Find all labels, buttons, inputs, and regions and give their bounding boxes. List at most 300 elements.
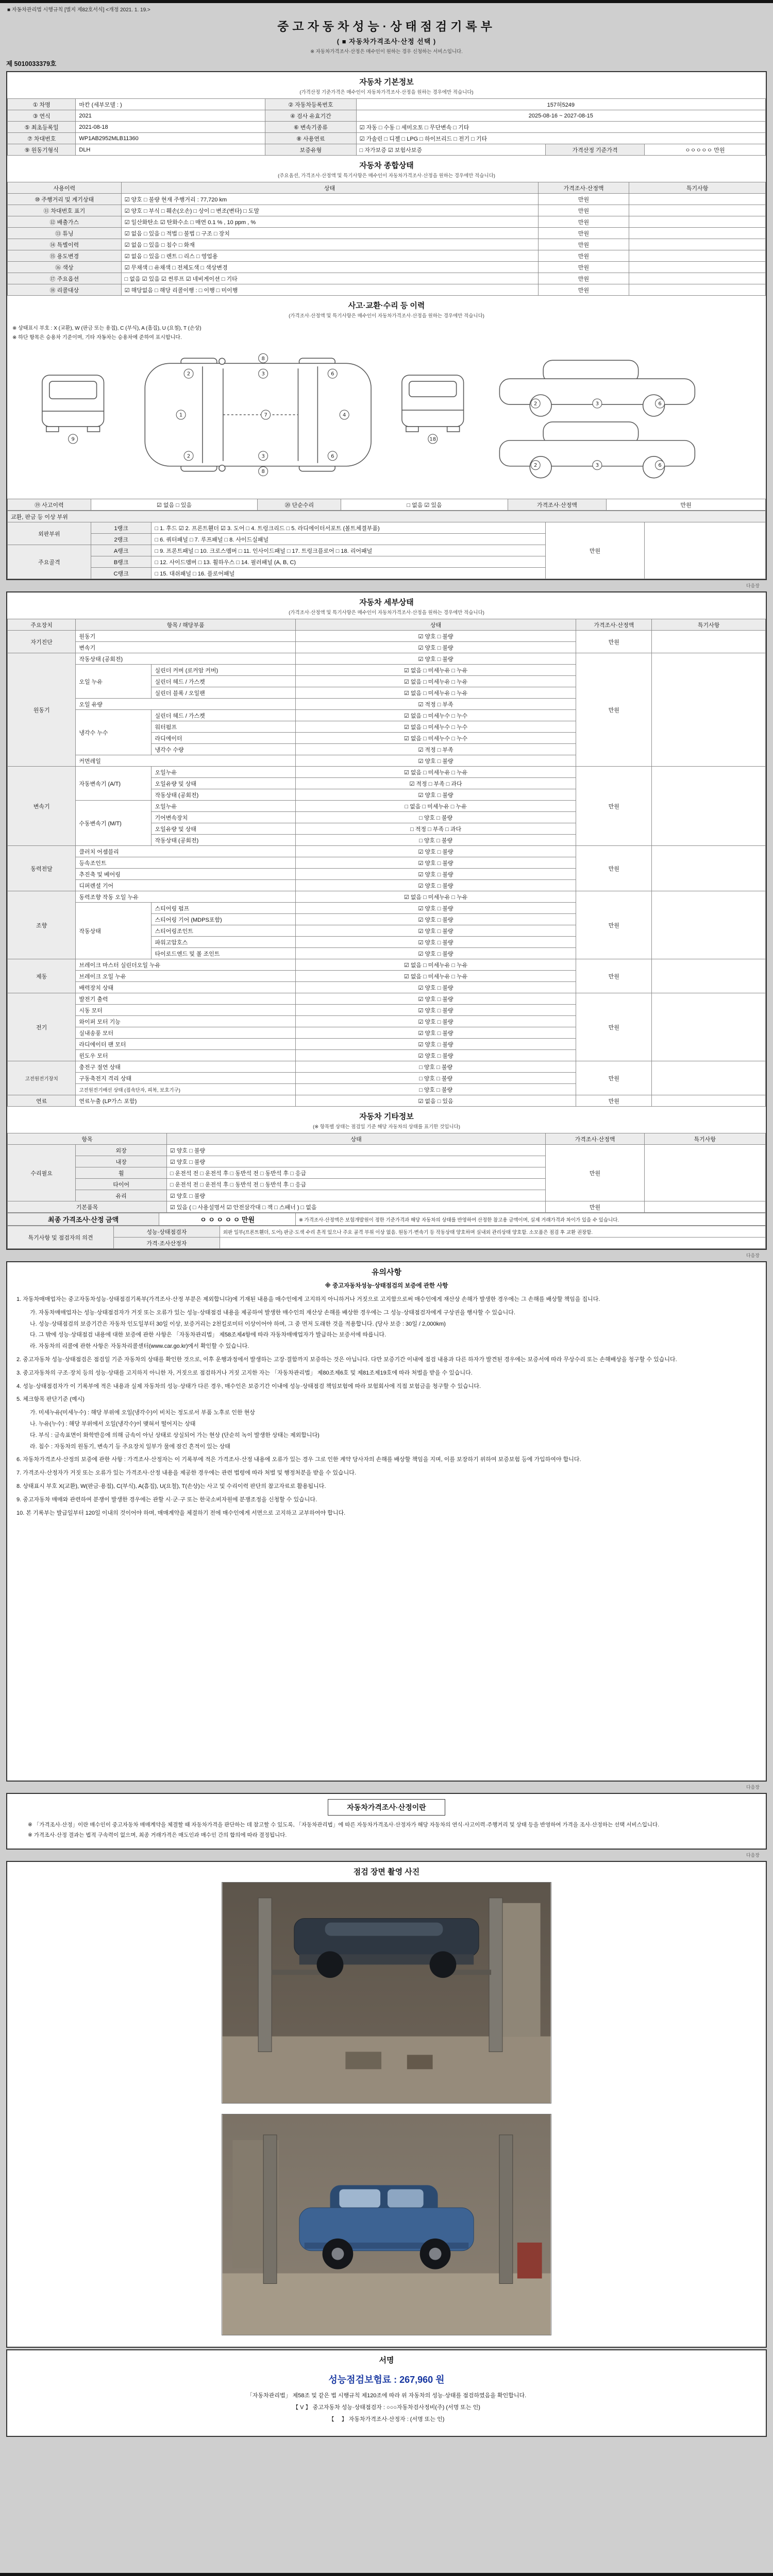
label-cell: 수리필요 [8, 1145, 76, 1201]
value-cell: 고전원전기배선 상태 (접속단자, 피복, 보호기구) [76, 1084, 296, 1095]
svg-text:6: 6 [331, 453, 334, 460]
title-block [6, 13, 767, 56]
label-cell: 주요장치 [8, 619, 76, 631]
label-cell: 타이어 [76, 1179, 167, 1190]
checkbox-group[interactable]: □ 6. 쿼터패널 □ 7. 루프패널 □ 8. 사이드실패널 [152, 534, 546, 545]
value-cell: 커먼레일 [76, 755, 296, 767]
checkbox-group[interactable]: ☑ 적정 □ 부족 □ 과다 [295, 778, 576, 789]
value-cell: 브레이크 마스터 실린더오일 누유 [76, 959, 296, 971]
checkbox-group[interactable]: ☑ 없음 □ 있음 □ 렌트 □ 리스 □ 영업용 [121, 250, 538, 262]
label-cell: 고전원전기장치 [8, 1061, 76, 1095]
label-cell: 항목 [8, 1133, 167, 1145]
table-row [8, 522, 766, 534]
value-cell [629, 273, 766, 284]
checkbox-group[interactable]: ☑ 양호 □ 불량 [166, 1156, 546, 1167]
checkbox-group[interactable]: ☑ 양호 □ 불량 현재 주행거리 : 77,720 km [121, 194, 538, 205]
label-cell: C랭크 [91, 568, 152, 579]
checkbox-group[interactable]: ☑ 없음 □ 있음 □ 침수 □ 화재 [121, 239, 538, 250]
etc-table-mount [7, 1133, 766, 1213]
checkbox-group[interactable]: ☑ 없음 □ 미세누유 □ 누유 [295, 665, 576, 676]
value-cell: 오일 누유 [76, 665, 152, 699]
value-cell: 스티어링 펌프 [152, 903, 295, 914]
section-photos [6, 1861, 767, 2348]
basic-info-table-mount [7, 98, 766, 156]
checkbox-group[interactable]: ☑ 양호 □ 불량 [166, 1190, 546, 1201]
value-cell: 실린더 헤드 / 가스켓 [152, 676, 295, 687]
label-cell: 유리 [76, 1190, 167, 1201]
opinion-mount [7, 1226, 766, 1249]
table-row [8, 205, 766, 216]
label-cell: 연료 [8, 1095, 76, 1107]
checkbox-group[interactable]: □ 양호 □ 불량 [295, 1073, 576, 1084]
value-cell: 배력장치 상태 [76, 982, 296, 993]
value-cell: 추진축 및 베어링 [76, 869, 296, 880]
checkbox-group[interactable]: ☑ 없음 □ 있음 □ 적법 □ 불법 □ 구조 □ 장치 [121, 228, 538, 239]
label-cell: A랭크 [91, 545, 152, 556]
label-cell: 보증유형 [265, 144, 357, 156]
value-cell: 타이로드엔드 및 볼 조인트 [152, 948, 295, 959]
label-cell: 외장 [76, 1145, 167, 1156]
basic-info-title: 자동차 기본정보 [359, 78, 414, 87]
checkbox-group[interactable]: ☑ 일산화탄소 ☑ 탄화수소 □ 매연 0.1 % , 10 ppm , % [121, 216, 538, 228]
value-cell: 오일유량 및 상태 [152, 778, 295, 789]
value-cell: 와이퍼 모터 기능 [76, 1016, 296, 1027]
notice-paragraph: 5. 체크항목 판단기준 (예시) [16, 1396, 85, 1403]
inspection-photo-1 [222, 1882, 551, 2104]
table-row [8, 262, 766, 273]
service-note: ※ 자동차가격조사·산정은 매수인이 원하는 경우 신청하는 서비스입니다. [310, 49, 463, 55]
checkbox-group[interactable]: ☑ 양호 □ 불량 [295, 1039, 576, 1050]
label-cell: ⑥ 변속기종류 [265, 122, 357, 133]
notice-paragraph: 라. 침수 : 자동차의 원동기, 변속기 등 주요장치 일부가 물에 잠긴 흔적이 있는 상태 [30, 1443, 230, 1450]
checkbox-group[interactable]: ☑ 양호 □ 불량 [295, 1050, 576, 1061]
panel-number-badge [593, 461, 602, 470]
panel-number-badge [261, 410, 271, 419]
panel-number-badge [259, 369, 268, 378]
overall-note: (주요옵션, 가격조사·산정액 및 특기사항은 매수인이 자동차가격조사·산정을 원하는 경우에만 적습니다) [278, 173, 495, 179]
checkbox-group[interactable]: □ 9. 프론트패널 □ 10. 크로스멤버 □ 11. 인사이드패널 □ 17. 트렁크플로어 □ 18. 리어패널 [152, 545, 546, 556]
checkbox-group[interactable]: □ 없음 ☑ 있음 ☑ 썬루프 ☑ 네비게이션 □ 기타 [121, 273, 538, 284]
label-cell: 특기사항 [652, 619, 766, 631]
etc-note: (※ 항목별 상태는 점검일 기준 해당 자동차의 상태를 표기한 것입니다) [313, 1124, 460, 1130]
value-cell: 만원 [538, 216, 629, 228]
label-cell: ⑬ 튜닝 [8, 228, 122, 239]
checkbox-group[interactable]: ☑ 없음 □ 미세누유 □ 누유 [295, 959, 576, 971]
notice-paragraph: 나. 성능·상태점검의 보증기간은 자동차 인도일부터 30일 이상, 보증거리는 2천킬로미터 이상이어야 하며, 그 중 먼저 도래한 것을 적용합니다. (당사 보증 : 30일 / 2,000km) [30, 1320, 446, 1327]
checkbox-group[interactable]: ☑ 없음 □ 미세누유 □ 누유 [295, 767, 576, 778]
value-cell: 만원 [546, 522, 644, 579]
accident-history-mount [7, 499, 766, 511]
value-cell [652, 959, 766, 993]
value-cell [629, 194, 766, 205]
value-cell [652, 846, 766, 891]
value-cell [652, 767, 766, 846]
checkbox-group[interactable]: □ 운전석 전 □ 운전석 후 □ 동반석 전 □ 동반석 후 □ 응급 [166, 1179, 546, 1190]
panel-number-badge [184, 451, 193, 461]
exchange-repair-parts-table [7, 511, 766, 579]
checkbox-group[interactable]: ☑ 양호 □ 불량 [295, 1005, 576, 1016]
value-cell: 윈도우 모터 [76, 1050, 296, 1061]
label-cell: 상태 [295, 619, 576, 631]
value-cell: WP1AB2952MLB11360 [76, 133, 265, 144]
value-cell: 시동 모터 [76, 1005, 296, 1016]
checkbox-group[interactable]: ☑ 없음 □ 미세누유 □ 누유 [295, 971, 576, 982]
panel-number-badge [259, 451, 268, 461]
value-cell [629, 239, 766, 250]
table-row [8, 767, 766, 778]
checkbox-group[interactable]: ☑ 양호 □ 불량 [295, 903, 576, 914]
signature-line: 「자동차관리법」 제58조 및 같은 법 시행규칙 제120조에 따라 위 자동차의 성능·상태를 점검하였음을 확인합니다. [246, 2392, 527, 2399]
value-cell [629, 216, 766, 228]
table-row [8, 891, 766, 903]
exchange-parts-mount [7, 511, 766, 579]
value-cell: DLH [76, 144, 265, 156]
detail-title: 자동차 세부상태 [359, 598, 414, 607]
value-cell: 기어변속장치 [152, 812, 295, 823]
value-cell [629, 228, 766, 239]
checkbox-group[interactable]: ☑ 양호 □ 부식 □ 훼손(오손) □ 상이 □ 변조(변타) □ 도말 [121, 205, 538, 216]
value-cell: 만원 [576, 653, 652, 767]
value-cell: 발전기 출력 [76, 993, 296, 1005]
notice-paragraph: 라. 자동차의 리콜에 관한 사항은 자동차리콜센터(www.car.go.kr)에서 확인할 수 있습니다. [30, 1343, 249, 1350]
table-row [8, 619, 766, 631]
notice-paragraph: 8. 상태표시 부호 X(교환), W(판금·용접), C(부식), A(흠집), U(요철), T(손상)는 사고 및 수리이력 판단의 참고자료로 활용됩니다. [16, 1483, 326, 1489]
panel-number-badge [184, 369, 193, 378]
svg-text:2: 2 [187, 371, 191, 377]
page-continue-marker: 다음장 [746, 1253, 760, 1258]
notice-paragraph: 3. 중고자동차의 구조·장치 등의 성능·상태를 고지하지 아니한 자, 거짓으로 점검하거나 거짓 고지한 자는 「자동차관리법」 제80조제6호 및 제81조제19호에 따라 처벌을 받을 수 있습니다. [16, 1369, 473, 1376]
label-cell: 외판부위 [8, 522, 91, 545]
label-cell: ① 차명 [8, 99, 76, 110]
label-cell: 가격조사·산정액 [576, 619, 652, 631]
checkbox-group[interactable]: □ 자가보증 ☑ 보험사보증 [356, 144, 546, 156]
value-cell: 충전구 절연 상태 [76, 1061, 296, 1073]
checkbox-group[interactable]: ☑ 해당없음 □ 해당 리콜이행 : □ 이행 □ 미이행 [121, 284, 538, 296]
checkbox-group[interactable]: ☑ 없음 □ 미세누수 □ 누수 [295, 733, 576, 744]
value-cell: 만원 [538, 262, 629, 273]
checkbox-group[interactable]: ☑ 양호 □ 불량 [295, 993, 576, 1005]
detail-table-mount [7, 619, 766, 1107]
value-cell: 마칸 (세부모델 : ) [76, 99, 265, 110]
label-cell: 최종 가격조사·산정 금액 [8, 1213, 159, 1226]
label-cell: 특기사항 [644, 1133, 765, 1145]
checkbox-group[interactable]: ☑ 무채색 □ 유채색 □ 전체도색 □ 색상변경 [121, 262, 538, 273]
checkbox-group[interactable]: ☑ 적정 □ 부족 [295, 699, 576, 710]
checkbox-group[interactable]: □ 양호 □ 불량 [295, 835, 576, 846]
rear-view [402, 375, 464, 432]
table-row [8, 631, 766, 642]
checkbox-group[interactable]: □ 12. 사이드멤버 □ 13. 휠하우스 □ 14. 필러패널 (A, B, C) [152, 556, 546, 568]
table-row [8, 499, 766, 511]
label-cell: 내장 [76, 1156, 167, 1167]
svg-text:4: 4 [343, 412, 346, 418]
section-pricing-info [6, 1793, 767, 1850]
svg-text:18: 18 [429, 436, 436, 443]
inspection-photo-2 [222, 2114, 551, 2335]
accident-title: 사고·교환·수리 등 이력 [348, 301, 425, 310]
value-cell: ※ 가격조사·산정액은 보험개발원이 정한 기준가격과 해당 자동차의 상태를 반영하여 산정한 참고용 금액이며, 실제 거래가격과 차이가 있을 수 있습니다. [295, 1213, 765, 1226]
panel-number-badge [69, 434, 78, 444]
checkbox-group[interactable]: □ 없음 ☑ 있음 [341, 499, 508, 511]
vehicle-diagram-svg [11, 343, 762, 492]
panel-number-badge [531, 399, 540, 408]
svg-text:2: 2 [534, 463, 537, 469]
label-cell: 가격조사·산정액 [546, 1133, 644, 1145]
value-cell: 파워고압호스 [152, 937, 295, 948]
checkbox-group[interactable]: ☑ 양호 □ 불량 [295, 1016, 576, 1027]
label-cell: ⑮ 용도변경 [8, 250, 122, 262]
etc-title: 자동차 기타정보 [359, 1112, 414, 1121]
value-cell: 만원 [576, 631, 652, 653]
status-code-legend: ※ 상태표시 부호 : X (교환), W (판금 또는 용접), C (부식), A (흠집), U (요철), T (손상) [12, 326, 201, 331]
value-cell: 냉각수 수량 [152, 744, 295, 755]
checkbox-group[interactable]: ☑ 양호 □ 불량 [295, 914, 576, 925]
checkbox-group[interactable]: ☑ 자동 □ 수동 □ 세미오토 □ 무단변속 □ 기타 [356, 122, 765, 133]
checkbox-group[interactable]: ☑ 양호 □ 불량 [295, 653, 576, 665]
checkbox-group[interactable]: ☑ 양호 □ 불량 [295, 880, 576, 891]
table-row [8, 993, 766, 1005]
label-cell: 자기진단 [8, 631, 76, 653]
pricing-info-body [7, 1821, 766, 1840]
panel-number-badge [340, 410, 349, 419]
overall-title: 자동차 종합상태 [359, 161, 414, 170]
label-cell: 가격산정 기준가격 [546, 144, 644, 156]
table-row [8, 1213, 766, 1226]
table-row [8, 1238, 766, 1249]
value-cell: 만원 [576, 767, 652, 846]
value-cell: 오일유량 및 상태 [152, 823, 295, 835]
checkbox-group[interactable]: □ 15. 대쉬패널 □ 16. 플로어패널 [152, 568, 546, 579]
pricing-info-line: ※ 가격조사·산정 결과는 법적 구속력이 없으며, 최종 거래가격은 매도인과 매수인 간의 합의에 따라 결정됩니다. [28, 1832, 287, 1838]
value-cell: 만원 [538, 284, 629, 296]
value-cell [652, 1061, 766, 1095]
table-row [8, 216, 766, 228]
svg-text:2: 2 [187, 453, 191, 460]
value-cell: 실린더 블록 / 오일팬 [152, 687, 295, 699]
label-cell: ④ 검사 유효기간 [265, 110, 357, 122]
svg-text:3: 3 [261, 371, 265, 377]
checkbox-group[interactable]: ☑ 양호 □ 불량 [295, 631, 576, 642]
checkbox-group[interactable]: ☑ 없음 □ 있음 [295, 1095, 576, 1107]
value-cell: 오일누유 [152, 767, 295, 778]
value-cell [652, 993, 766, 1061]
front-view [42, 375, 104, 432]
label-cell: 상태 [166, 1133, 546, 1145]
checkbox-group[interactable]: □ 양호 □ 불량 [295, 1061, 576, 1073]
value-cell: 클러치 어셈블리 [76, 846, 296, 857]
checkbox-group[interactable]: ☑ 없음 □ 미세누유 □ 누유 [295, 687, 576, 699]
checkbox-group[interactable]: ☑ 있음 ( □ 사용설명서 ☑ 안전삼각대 □ 잭 □ 스패너 ) □ 없음 [166, 1201, 546, 1213]
value-cell: 오일 유량 [76, 699, 296, 710]
value-cell [629, 250, 766, 262]
value-cell: 오일누유 [152, 801, 295, 812]
label-cell: 성능·상태점검자 [113, 1226, 220, 1238]
checkbox-group[interactable]: □ 적정 □ 부족 □ 과다 [295, 823, 576, 835]
passenger-car-legend: ※ 하단 항목은 승용차 기준이며, 기타 자동차는 승용차에 준하여 표시합니다. [12, 335, 182, 341]
value-cell: 만원 [576, 1061, 652, 1095]
panel-number-badge [656, 399, 665, 408]
panel-number-badge [259, 353, 268, 363]
checkbox-group[interactable]: ☑ 양호 □ 불량 [295, 857, 576, 869]
value-cell: ㅇㅇㅇㅇㅇ 만원 [644, 144, 765, 156]
table-row [8, 144, 766, 156]
notice-paragraph: 가. 자동차매매업자는 성능·상태점검자가 거짓 또는 오류가 있는 성능·상태점검 내용을 제공하여 발생한 매수인의 재산상 손해를 배상한 경우에는 그 성능·상태점검자에게 구상권을 행사할 수 있습니다. [30, 1309, 515, 1316]
checkbox-group[interactable]: □ 운전석 전 □ 운전석 후 □ 동반석 전 □ 동반석 후 □ 응급 [166, 1167, 546, 1179]
value-cell: 동력조향 작동 오일 누유 [76, 891, 296, 903]
value-cell: 만원 [546, 1145, 644, 1201]
value-cell: 변속기 [76, 642, 296, 653]
label-cell: ⑦ 차대번호 [8, 133, 76, 144]
checkbox-group[interactable]: ☑ 양호 □ 불량 [295, 642, 576, 653]
checkbox-group[interactable]: ☑ 양호 □ 불량 [295, 937, 576, 948]
overall-condition-table [7, 182, 766, 296]
inspector-opinion-table [7, 1226, 766, 1249]
value-cell: 만원 [576, 891, 652, 959]
notice-paragraph: 2. 중고자동차 성능·상태점검은 점검일 기준 자동차의 상태를 확인한 것으로, 이후 운행과정에서 발생하는 고장·결함까지 보증하는 것은 아닙니다. 다만 보증기간 이내에 점검 내용과 다른 하자가 발견된 경우에는 보증서에 따라 무상수리 또는 손해배상을 청구할 수 있습니다. [16, 1356, 677, 1363]
table-row [8, 122, 766, 133]
table-row [8, 194, 766, 205]
value-cell: 만원 [576, 1095, 652, 1107]
label-cell: 주요골격 [8, 545, 91, 579]
value-cell: 만원 [538, 194, 629, 205]
label-cell: 동력전달 [8, 846, 76, 891]
svg-text:3: 3 [595, 463, 599, 469]
checkbox-group[interactable]: ☑ 양호 □ 불량 [295, 982, 576, 993]
label-cell: 사용이력 [8, 182, 122, 194]
checkbox-group[interactable]: ☑ 양호 □ 불량 [295, 789, 576, 801]
value-cell: 구동축전지 격리 상태 [76, 1073, 296, 1084]
page-continue-marker: 다음장 [746, 1785, 760, 1790]
value-cell [220, 1238, 765, 1249]
signature-lines [7, 2391, 766, 2423]
checkbox-group[interactable]: ☑ 양호 □ 불량 [295, 755, 576, 767]
panel-number-badge [259, 467, 268, 476]
label-cell: ⑭ 특별이력 [8, 239, 122, 250]
checkbox-group[interactable]: ☑ 양호 □ 불량 [295, 846, 576, 857]
page-bottom-border [0, 2573, 773, 2576]
checkbox-group[interactable]: □ 없음 □ 미세누유 □ 누유 [295, 801, 576, 812]
value-cell [644, 1201, 765, 1213]
checkbox-group[interactable]: ☑ 없음 □ 있음 [91, 499, 258, 511]
value-cell: 브레이크 오일 누유 [76, 971, 296, 982]
checkbox-group[interactable]: ☑ 양호 □ 불량 [295, 869, 576, 880]
section-notice [6, 1261, 767, 1782]
etc-info-table [7, 1133, 766, 1213]
value-cell: 2021 [76, 110, 265, 122]
checkbox-group[interactable]: ☑ 적정 □ 부족 [295, 744, 576, 755]
notice-paragraph: 7. 가격조사·산정자가 거짓 또는 오류가 있는 가격조사·산정 내용을 제공한 경우에는 관련 법령에 따라 처벌 및 행정처분을 받을 수 있습니다. [16, 1470, 356, 1477]
value-cell: 연료누출 (LP가스 포함) [76, 1095, 296, 1107]
value-cell: 냉각수 누수 [76, 710, 152, 755]
value-cell: 스티어링조인트 [152, 925, 295, 937]
label-cell: ⑨ 원동기형식 [8, 144, 76, 156]
notice-paragraph: 나. 누유(누수) : 해당 부위에서 오일(냉각수)이 맺혀서 떨어지는 상태 [30, 1420, 196, 1427]
accident-note: (가격조사·산정액 및 특기사항은 매수인이 자동차가격조사·산정을 원하는 경우에만 적습니다) [289, 313, 484, 319]
checkbox-group[interactable]: □ 양호 □ 불량 [295, 812, 576, 823]
label-cell: 특기사항 [629, 182, 766, 194]
svg-text:8: 8 [261, 355, 265, 362]
table-row [8, 1201, 766, 1213]
value-cell: 만원 [576, 846, 652, 891]
label-cell: 항목 / 해당부품 [76, 619, 296, 631]
value-cell [652, 1095, 766, 1107]
label-cell: ⑳ 단순수리 [258, 499, 341, 511]
notice-paragraphs [7, 1295, 766, 1518]
value-cell [629, 205, 766, 216]
value-cell: 작동상태 (공회전) [76, 653, 296, 665]
table-row [8, 1226, 766, 1238]
table-row [8, 1133, 766, 1145]
value-cell [644, 1145, 765, 1201]
value-cell [644, 522, 765, 579]
value-cell: 2025-08-16 ~ 2027-08-15 [356, 110, 765, 122]
checkbox-group[interactable]: ☑ 가솔린 □ 디젤 □ LPG □ 하이브리드 □ 전기 □ 기타 [356, 133, 765, 144]
checkbox-group[interactable]: ☑ 없음 □ 미세누유 □ 누유 [295, 891, 576, 903]
value-cell: 만원 [607, 499, 766, 511]
panel-number-badge [593, 399, 602, 408]
label-cell: 가격조사·산정액 [508, 499, 606, 511]
svg-text:2: 2 [534, 401, 537, 407]
checkbox-group[interactable]: □ 양호 □ 불량 [295, 1084, 576, 1095]
value-cell: 원동기 [76, 631, 296, 642]
notice-paragraph: 1. 자동차매매업자는 중고자동차성능·상태점검기록부(가격조사·산정 부분은 제외합니다)에 기재된 내용을 매수인에게 고지하지 아니하거나 거짓으로 고지함으로써 매수인에게 재산상 손해가 발생한 경우에는 그 손해를 배상할 책임을 집니다. [16, 1296, 600, 1302]
label-cell: 1랭크 [91, 522, 152, 534]
table-row [8, 110, 766, 122]
checkbox-group[interactable]: ☑ 없음 □ 미세누유 □ 누유 [295, 676, 576, 687]
value-cell: 만원 [576, 993, 652, 1061]
checkbox-group[interactable]: □ 1. 후드 ☑ 2. 프론트휀더 ☑ 3. 도어 □ 4. 트렁크리드 □ 5. 라디에이터서포트 (볼트체결부품) [152, 522, 546, 534]
checkbox-group[interactable]: ☑ 양호 □ 불량 [166, 1145, 546, 1156]
label-cell: 특기사항 및 점검자의 의견 [8, 1226, 114, 1249]
label-cell: ⑧ 사용연료 [265, 133, 357, 144]
panel-number-badge [328, 369, 337, 378]
value-cell: 만원 [538, 250, 629, 262]
panel-number-badge [176, 410, 186, 419]
page-continue-marker: 다음장 [746, 1852, 760, 1858]
table-row [8, 1145, 766, 1156]
label-cell: ⑫ 배출가스 [8, 216, 122, 228]
notice-paragraph: 다. 그 밖에 성능·상태점검 내용에 대한 보증에 관한 사항은 「자동차관리법」 제58조제4항에 따라 자동차매매업자가 발급하는 보증서에 따릅니다. [30, 1332, 386, 1338]
checkbox-group[interactable]: ☑ 없음 □ 미세누수 □ 누수 [295, 721, 576, 733]
svg-text:6: 6 [658, 401, 662, 407]
overall-table-mount [7, 182, 766, 296]
checkbox-group[interactable]: ☑ 양호 □ 불량 [295, 1027, 576, 1039]
value-cell: 157허5249 [356, 99, 765, 110]
table-row [8, 133, 766, 144]
value-cell [652, 631, 766, 653]
table-row [8, 99, 766, 110]
checkbox-group[interactable]: ☑ 없음 □ 미세누수 □ 누수 [295, 710, 576, 721]
photos-title: 점검 장면 촬영 사진 [353, 1867, 420, 1876]
panel-number-badge [531, 461, 540, 470]
table-row [8, 959, 766, 971]
value-cell: 실내송풍 모터 [76, 1027, 296, 1039]
value-cell: 수동변속기 (M/T) [76, 801, 152, 846]
value-cell: 작동상태 [76, 903, 152, 959]
value-cell: 등속조인트 [76, 857, 296, 869]
section-detail-etc-final [6, 591, 767, 1250]
notice-paragraph: 4. 성능·상태점검자가 이 기록부에 적은 내용과 실제 자동차의 성능·상태가 다른 경우, 매수인은 보증기간 이내에 성능·상태점검 책임보험에 따라 보험회사에 직접 보험금을 청구할 수 있습니다. [16, 1383, 481, 1389]
table-row [8, 846, 766, 857]
value-cell: 작동상태 (공회전) [152, 789, 295, 801]
notice-paragraph: 6. 자동차가격조사·산정의 보증에 관한 사항 : 가격조사·산정자는 이 기록부에 적은 가격조사·산정 내용에 오류가 있는 경우 그로 인한 계약 당사자의 손해를 배상할 책임을 지며, 이를 보장하기 위하여 보증보험 등에 가입하여야 합니다. [16, 1456, 581, 1463]
panel-number-badge [328, 451, 337, 461]
checkbox-group[interactable]: ☑ 양호 □ 불량 [295, 948, 576, 959]
basic-info-note: (가격산정 기준가격은 매수인이 자동차가격조사·산정을 원하는 경우에만 적습니다) [299, 90, 474, 95]
checkbox-group[interactable]: ☑ 양호 □ 불량 [295, 925, 576, 937]
value-cell: 라디에이터 팬 모터 [76, 1039, 296, 1050]
label-cell: 전기 [8, 993, 76, 1061]
